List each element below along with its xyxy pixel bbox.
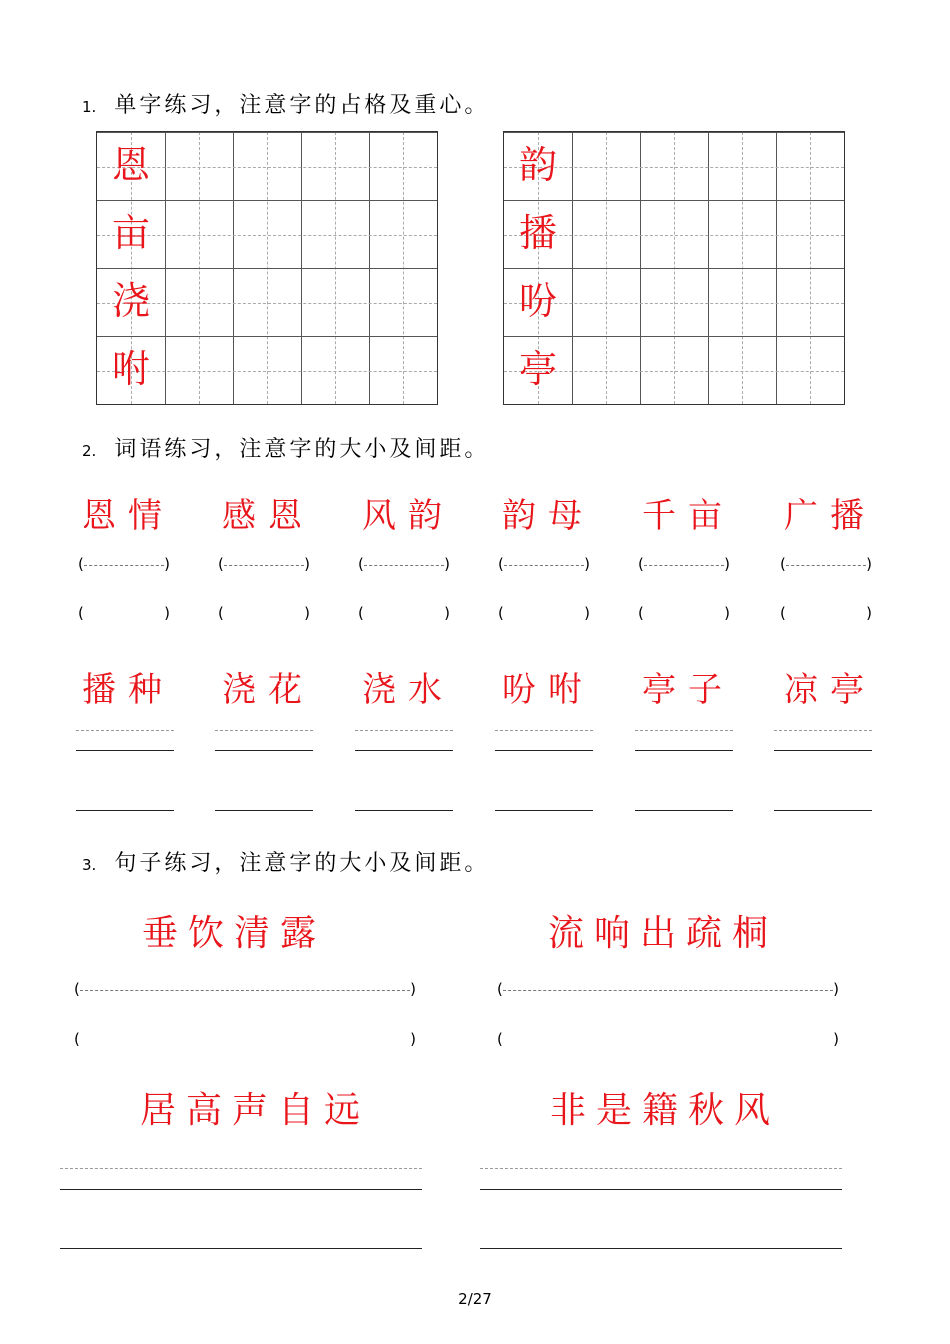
- sentence: 非是籍秋风: [550, 1090, 781, 1131]
- page-number: 2/27: [458, 1290, 492, 1308]
- section-number: 3.: [82, 856, 97, 874]
- writing-line[interactable]: [480, 1248, 842, 1249]
- writing-line[interactable]: [495, 750, 593, 751]
- answer-paren[interactable]: ( ): [78, 604, 170, 622]
- writing-line[interactable]: [774, 810, 872, 811]
- section-title: 单字练习，注意字的占格及重心。: [114, 93, 490, 118]
- word: 播种: [82, 670, 174, 710]
- writing-guide-line: [215, 730, 313, 731]
- grid-row: [97, 268, 437, 336]
- grid-row: [97, 132, 437, 200]
- writing-line[interactable]: [215, 810, 313, 811]
- writing-guide-line: [774, 730, 872, 731]
- writing-line[interactable]: [60, 1248, 422, 1249]
- section-1-heading: [82, 88, 489, 119]
- grid-character: 浇: [111, 279, 150, 323]
- writing-line[interactable]: [215, 750, 313, 751]
- answer-paren[interactable]: ( ): [498, 604, 590, 622]
- word: 广播: [784, 496, 876, 536]
- section-number: 2.: [82, 442, 97, 460]
- answer-paren[interactable]: ( ): [74, 1030, 416, 1048]
- grid-row: [504, 268, 844, 336]
- grid-row: [97, 200, 437, 268]
- sentence: 流响出疏桐: [548, 913, 779, 954]
- sentence: 垂饮清露: [142, 913, 327, 954]
- answer-paren[interactable]: ( ): [218, 555, 310, 573]
- writing-guide-line: [480, 1168, 842, 1169]
- section-2-heading: [82, 432, 489, 463]
- grid-row: [504, 132, 844, 200]
- word: 感恩: [222, 496, 314, 536]
- answer-paren[interactable]: ( ): [78, 555, 170, 573]
- writing-guide-line: [76, 730, 174, 731]
- writing-line[interactable]: [355, 750, 453, 751]
- section-title: 词语练习，注意字的大小及间距。: [114, 437, 490, 462]
- answer-paren[interactable]: ( ): [497, 1030, 839, 1048]
- word: 凉亭: [784, 670, 876, 710]
- answer-paren[interactable]: ( ): [358, 604, 450, 622]
- word: 吩咐: [502, 670, 594, 710]
- answer-paren[interactable]: ( ): [638, 555, 730, 573]
- grid-character: 咐: [111, 347, 150, 391]
- grid-character: 亭: [518, 347, 557, 391]
- writing-line[interactable]: [76, 750, 174, 751]
- answer-paren[interactable]: ( ): [497, 980, 839, 998]
- word: 韵母: [502, 496, 594, 536]
- writing-line[interactable]: [495, 810, 593, 811]
- grid-character: 韵: [518, 143, 557, 187]
- grid-character: 亩: [111, 211, 150, 255]
- writing-guide-line: [635, 730, 733, 731]
- answer-paren[interactable]: ( ): [358, 555, 450, 573]
- writing-line[interactable]: [355, 810, 453, 811]
- grid-character: 吩: [518, 279, 557, 323]
- answer-paren[interactable]: ( ): [638, 604, 730, 622]
- section-title: 句子练习，注意字的大小及间距。: [114, 851, 490, 876]
- writing-line[interactable]: [635, 810, 733, 811]
- word: 浇水: [362, 670, 454, 710]
- writing-guide-line: [60, 1168, 422, 1169]
- word: 千亩: [642, 496, 734, 536]
- answer-paren[interactable]: ( ): [780, 555, 872, 573]
- writing-guide-line: [355, 730, 453, 731]
- word: 浇花: [222, 670, 314, 710]
- writing-line[interactable]: [635, 750, 733, 751]
- writing-guide-line: [495, 730, 593, 731]
- answer-paren[interactable]: ( ): [780, 604, 872, 622]
- word: 亭子: [642, 670, 734, 710]
- section-3-heading: [82, 846, 489, 877]
- sentence: 居高声自远: [140, 1090, 371, 1131]
- grid-character: 播: [518, 211, 557, 255]
- writing-line[interactable]: [60, 1189, 422, 1190]
- writing-line[interactable]: [76, 810, 174, 811]
- character-grid-right: [503, 131, 845, 405]
- answer-paren[interactable]: ( ): [74, 980, 416, 998]
- grid-row: [97, 336, 437, 404]
- writing-line[interactable]: [480, 1189, 842, 1190]
- word: 恩情: [82, 496, 174, 536]
- character-grid-left: [96, 131, 438, 405]
- grid-character: 恩: [111, 143, 150, 187]
- grid-row: [504, 336, 844, 404]
- answer-paren[interactable]: ( ): [218, 604, 310, 622]
- writing-line[interactable]: [774, 750, 872, 751]
- section-number: 1.: [82, 98, 97, 116]
- word: 风韵: [362, 496, 454, 536]
- grid-row: [504, 200, 844, 268]
- answer-paren[interactable]: ( ): [498, 555, 590, 573]
